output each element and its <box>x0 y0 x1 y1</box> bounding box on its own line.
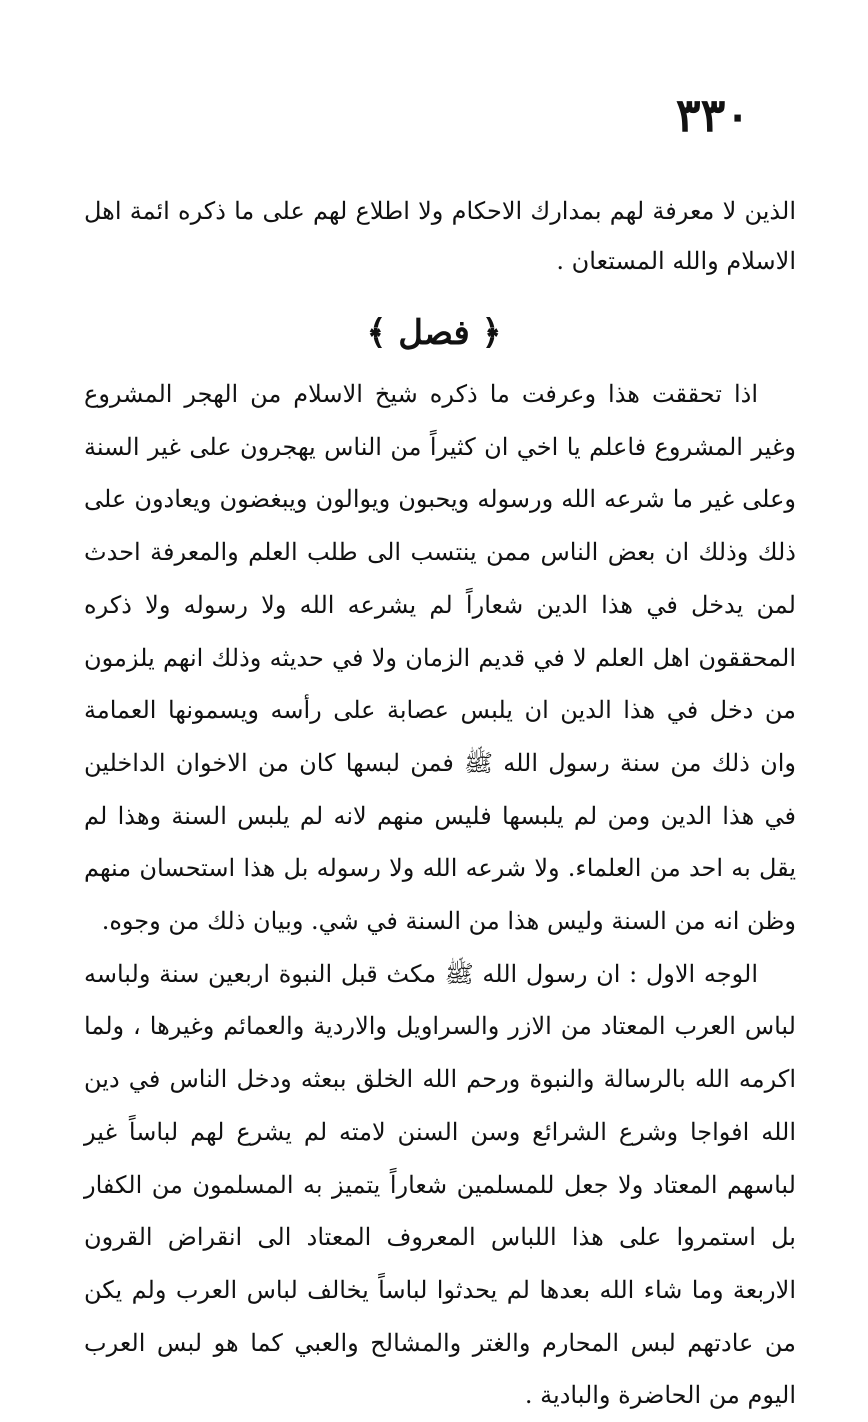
paragraph-1: اذا تحققت هذا وعرفت ما ذكره شيخ الاسلام من الهجر المشروع وغير المشروع فاعلم يا اخي ان كثيراً من الناس يهجرون على غير السنة وعلى غير ما شرعه الله ورسوله ويحبون ويوالون ويبغضون ويعادون على ذلك وذلك ان بعض الناس ممن ينتسب الى طلب العلم والمعرفة احدث لمن يدخل في هذا الدين شعاراً لم يشرعه الله ولا رسوله ولا ذكره المحققون اهل العلم لا في قديم الزمان ولا في حديثه وذلك انهم يلزمون من دخل في هذا الدين ان يلبس عصابة على رأسه ويسمونها العمامة وان ذلك من سنة رسول الله ﷺ فمن لبسها كان من الاخوان الداخلين في هذا الدين ومن لم يلبسها فليس منهم لانه لم يلبس السنة وهذا لم يقل به احد من العلماء. ولا شرعه الله ولا رسوله بل هذا استحسان منهم وظن انه من السنة وليس هذا من السنة في شي. وبيان ذلك من وجوه. <box>84 380 796 936</box>
paragraph-2: الوجه الاول : ان رسول الله ﷺ مكث قبل النبوة اربعين سنة ولباسه لباس العرب المعتاد من الازر والسراويل والاردية والعمائم وغيرها ، ولما اكرمه الله بالرسالة والنبوة ورحم الله الخلق ببعثه ودخل الناس في دين الله افواجا وشرع الشرائع وسن السنن لامته لم يشرع لهم لباساً غير لباسهم المعتاد ولا جعل للمسلمين شعاراً يتميز به المسلمون من الكفار بل استمروا على هذا اللباس المعروف المعتاد الى انقراض القرون الاربعة وما شاء الله بعدها لم يحدثوا لباساً يخالف لباس العرب ولم يكن من عادتهم لبس المحارم والغتر والمشالح والعبي كما هو لبس العرب اليوم من الحاضرة والبادية . <box>84 959 796 1410</box>
page-number: ٣٣٠ <box>675 88 750 142</box>
intro-text <box>84 186 796 286</box>
section-heading: ﴿ فصل ﴾ <box>366 313 502 353</box>
intro-paragraph: الذين لا معرفة لهم بمدارك الاحكام ولا اطلاع لهم على ما ذكره ائمة اهل الاسلام والله المستعان . <box>84 197 796 275</box>
body-text <box>84 368 796 1422</box>
